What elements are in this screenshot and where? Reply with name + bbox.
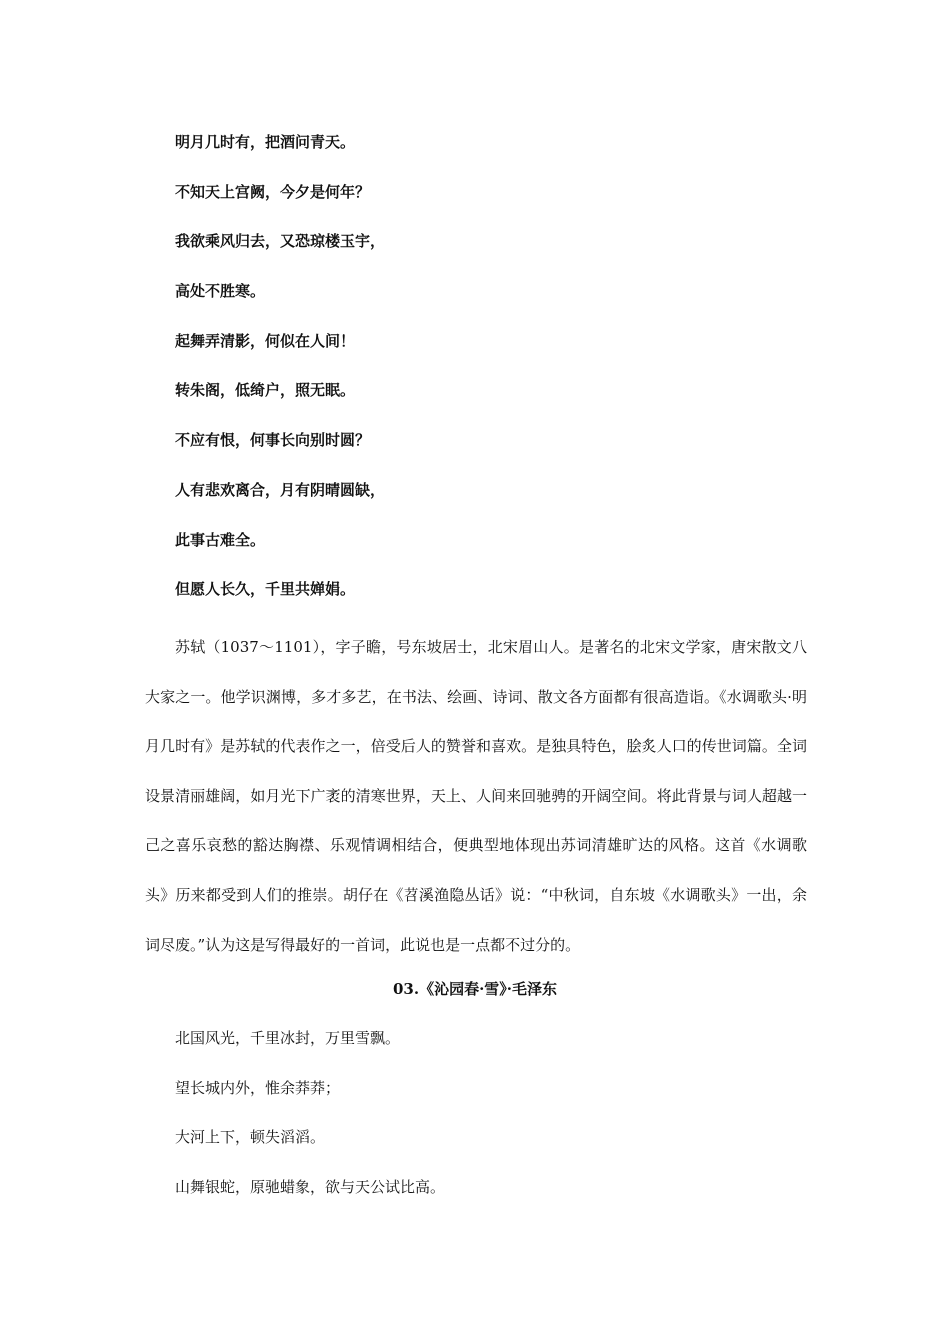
poem-line: 大河上下，顿失滔滔。 bbox=[175, 1128, 326, 1147]
poem-shuidiaogetou bbox=[175, 128, 815, 625]
poem-line: 转朱阁，低绮户，照无眠。 bbox=[175, 381, 356, 400]
poem-qinyuanchun bbox=[175, 1024, 815, 1223]
author-commentary-paragraph: 苏轼（1037～1101），字子瞻，号东坡居士，北宋眉山人。是著名的北宋文学家，唐宋散文八大家之一。他学识渊博，多才多艺，在书法、绘画、诗词、散文各方面都有很高造诣。《水调歌头·明月几时有》是苏轼的代表作之一，倍受后人的赞誉和喜欢。是独具特色，脍炙人口的传世词篇。全词设景清丽雄阔，如月光下广袤的清寒世界，天上、人间来回驰骋的开阔空间。将此背景与词人超越一己之喜乐哀愁的豁达胸襟、乐观情调相结合，便典型地体现出苏词清雄旷达的风格。这首《水调歌头》历来都受到人们的推崇。胡仔在《苕溪渔隐丛话》说：“中秋词，自东坡《水调歌头》一出，余词尽废。”认为这是写得最好的一首词，此说也是一点都不过分的。 bbox=[145, 638, 807, 954]
poem-line: 明月几时有，把酒问青天。 bbox=[175, 133, 356, 151]
poem-line: 北国风光，千里冰封，万里雪飘。 bbox=[175, 1029, 401, 1047]
poem-line: 山舞银蛇，原驰蜡象，欲与天公试比高。 bbox=[175, 1178, 446, 1197]
poem-line: 望长城内外，惟余莽莽； bbox=[175, 1078, 341, 1097]
section-heading: 03.《沁园春·雪》·毛泽东 bbox=[392, 980, 558, 998]
poem-line: 此事古难全。 bbox=[175, 530, 266, 549]
poem-line: 高处不胜寒。 bbox=[175, 282, 266, 301]
poem-line: 但愿人长久，千里共婵娟。 bbox=[175, 580, 356, 599]
poem-line: 起舞弄清影，何似在人间！ bbox=[175, 331, 356, 350]
poem-line: 我欲乘风归去，又恐琼楼玉宇， bbox=[175, 232, 386, 251]
poem-line: 不应有恨，何事长向别时圆？ bbox=[175, 431, 371, 450]
poem-line: 不知天上宫阙，今夕是何年？ bbox=[175, 182, 371, 201]
poem-line: 人有悲欢离合，月有阴晴圆缺， bbox=[175, 480, 386, 499]
